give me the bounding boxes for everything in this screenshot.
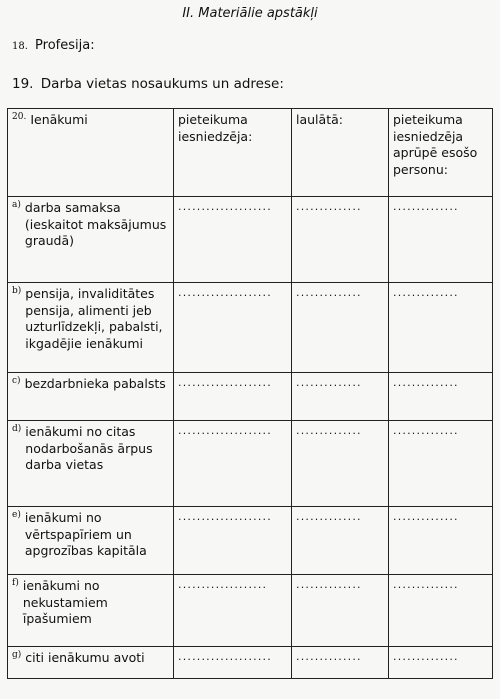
fill-dots: .................... [178, 286, 272, 299]
fill-dots: .................... [178, 650, 272, 663]
income-type-cell [8, 283, 174, 373]
fill-dots: .................... [178, 376, 272, 389]
income-type-label: ienākumi no nekustamiem īpašumiem [22, 578, 108, 626]
amount-field[interactable] [174, 647, 292, 679]
amount-field[interactable] [292, 283, 389, 373]
income-type-label: citi ienākumu avoti [25, 650, 145, 665]
fill-dots: .................... [178, 510, 272, 523]
header-cell [8, 109, 174, 197]
table-row [8, 283, 493, 373]
amount-field[interactable] [292, 197, 389, 283]
fill-dots: .................... [178, 200, 272, 213]
amount-field[interactable] [174, 197, 292, 283]
amount-field[interactable] [389, 507, 493, 575]
table-row [8, 421, 493, 507]
question-number: 20. [12, 112, 27, 122]
fill-dots: .............. [393, 376, 459, 389]
question-label: Profesija: [35, 38, 95, 53]
fill-dots: .............. [296, 376, 362, 389]
row-letter: a) [12, 200, 21, 210]
income-type-cell [8, 575, 174, 647]
row-letter: e) [12, 510, 21, 520]
row-letter: f) [12, 578, 19, 588]
amount-field[interactable] [174, 283, 292, 373]
amount-field[interactable] [292, 647, 389, 679]
income-type-cell [8, 507, 174, 575]
amount-field[interactable] [389, 197, 493, 283]
table-header-row [8, 109, 493, 197]
amount-field[interactable] [174, 507, 292, 575]
amount-field[interactable] [292, 575, 389, 647]
row-letter: g) [12, 650, 22, 660]
section-title: II. Materiālie apstākļi [182, 6, 318, 21]
table-row [8, 647, 493, 679]
income-type-cell [8, 373, 174, 421]
fill-dots: .............. [296, 200, 362, 213]
fill-dots: .............. [296, 578, 362, 591]
amount-field[interactable] [389, 283, 493, 373]
question-number: 18. [12, 41, 28, 52]
fill-dots: .............. [393, 578, 459, 591]
question-18 [12, 38, 95, 53]
question-19 [12, 76, 284, 92]
income-type-cell [8, 421, 174, 507]
amount-field[interactable] [389, 373, 493, 421]
amount-field[interactable] [174, 575, 292, 647]
income-type-label: darba samaksa (ieskaitot maksājumus graudā) [24, 200, 167, 248]
header-cell: pieteikuma iesniedzēja: [174, 109, 292, 197]
table-row [8, 373, 493, 421]
header-cell: pieteikuma iesniedzēja aprūpē esošo personu: [389, 109, 493, 197]
fill-dots: .............. [393, 200, 459, 213]
question-label: Darba vietas nosaukums un adrese: [40, 76, 284, 92]
amount-field[interactable] [292, 373, 389, 421]
amount-field[interactable] [389, 647, 493, 679]
fill-dots: .............. [296, 286, 362, 299]
table-row [8, 575, 493, 647]
row-letter: d) [12, 424, 22, 434]
amount-field[interactable] [389, 421, 493, 507]
table-row [8, 197, 493, 283]
amount-field[interactable] [292, 507, 389, 575]
fill-dots: ................... [178, 578, 268, 591]
amount-field[interactable] [292, 421, 389, 507]
header-cell: laulātā: [292, 109, 389, 197]
income-type-label: ienākumi no vērtspapīriem un apgrozības kapitāla [24, 510, 147, 558]
header-label: Ienākumi [30, 112, 88, 127]
income-type-cell [8, 197, 174, 283]
amount-field[interactable] [174, 373, 292, 421]
income-type-cell [8, 647, 174, 679]
fill-dots: .............. [393, 286, 459, 299]
table-row [8, 507, 493, 575]
question-number: 19. [12, 76, 34, 92]
fill-dots: .............. [296, 510, 362, 523]
row-letter: b) [12, 286, 22, 296]
fill-dots: .............. [393, 424, 459, 437]
amount-field[interactable] [174, 421, 292, 507]
income-table [7, 108, 493, 679]
fill-dots: .............. [393, 650, 459, 663]
amount-field[interactable] [389, 575, 493, 647]
income-type-label: ienākumi no citas nodarbošanās ārpus darba vietas [25, 424, 153, 472]
fill-dots: .............. [393, 510, 459, 523]
fill-dots: .............. [296, 650, 362, 663]
fill-dots: .................... [178, 424, 272, 437]
fill-dots: .............. [296, 424, 362, 437]
row-letter: c) [12, 376, 21, 386]
income-type-label: bezdarbnieka pabalsts [24, 376, 166, 391]
income-type-label: pensija, invaliditātes pensija, alimenti jeb uzturlīdzekļi, pabalsti, ikgadējie ienākumi [25, 286, 163, 351]
